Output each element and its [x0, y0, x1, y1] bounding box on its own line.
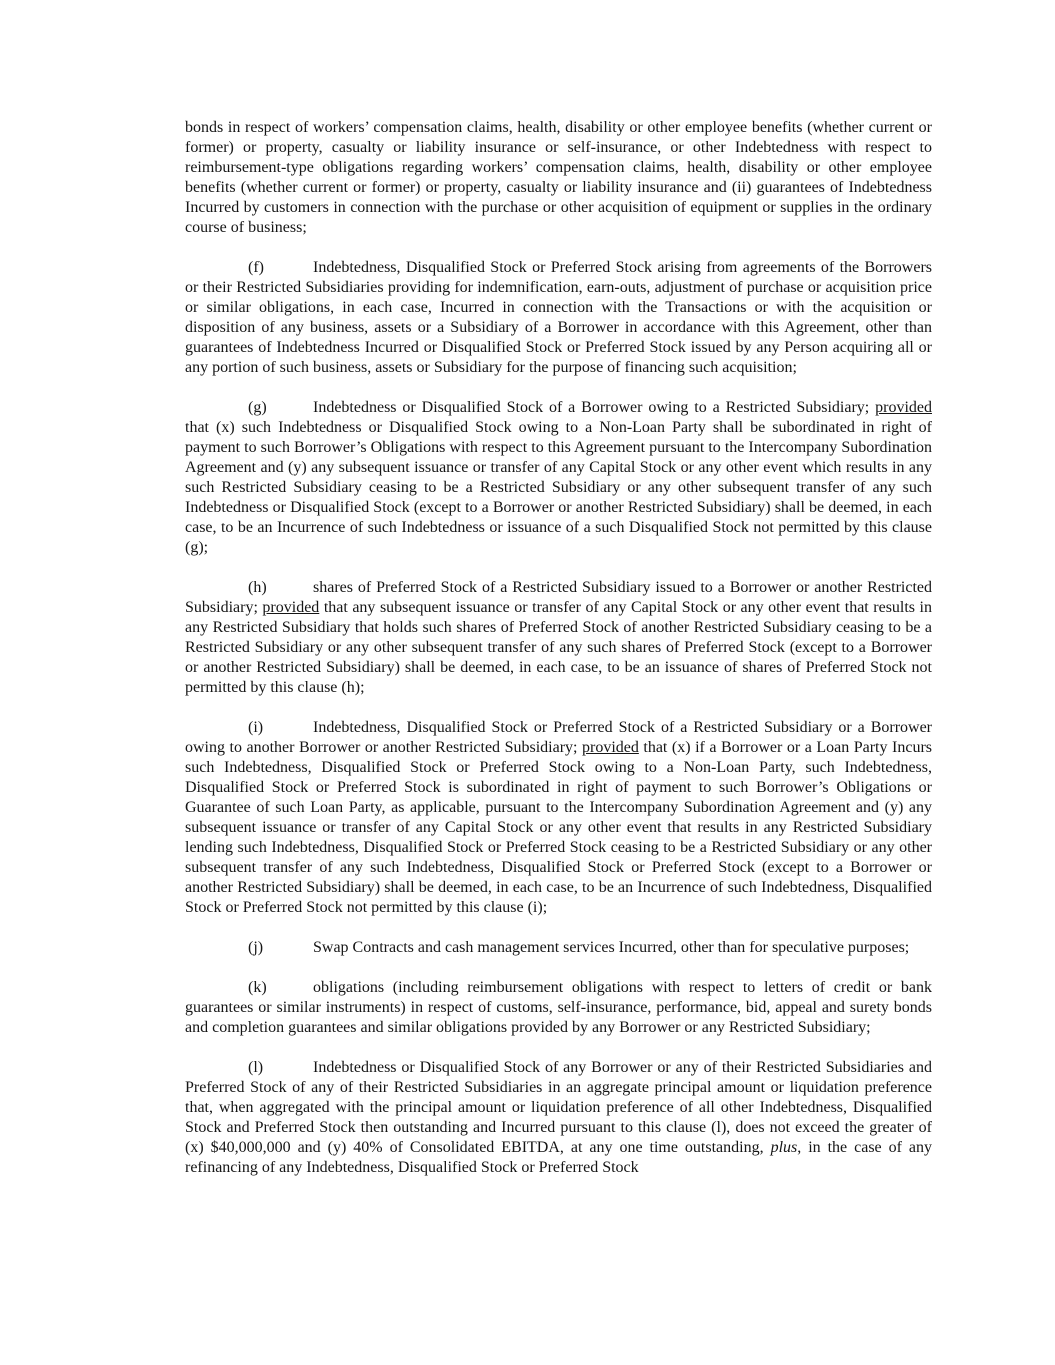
text-run: Indebtedness or Disqualified Stock of a Borrower owing to a Restricted Subsidiary;: [313, 399, 876, 416]
clause-g: [185, 398, 932, 558]
clause-label: (i): [248, 719, 264, 736]
text-run: Indebtedness, Disqualified Stock or Preferred Stock arising from agreements of the Borrowers or their Restricted Subsidiaries providing for indemnification, earn-outs, adjustment of purchase or acquisition price or similar obligations, in each case, Incurred in connection with the Transactions or with the acquisition or disposition of any business, assets or a Subsidiary of a Borrower in accordance with this Agreement, other than guarantees of Indebtedness Incurred or Disqualified Stock or Preferred Stock issued by any Person acquiring all or any portion of such business, assets or Subsidiary for the purpose of financing such acquisition;: [185, 259, 932, 376]
clause-k: [185, 978, 932, 1038]
clause-j: [185, 938, 932, 958]
text-run: provided: [875, 399, 932, 416]
text-run: obligations (including reimbursement obligations with respect to letters of credit or bank guarantees or similar instruments) in respect of customs, self-insurance, performance, bid, appeal and surety bonds and completion guarantees and similar obligations provided by any Borrower or any Restricted Subsidiary;: [185, 979, 932, 1036]
text-run: that (x) such Indebtedness or Disqualified Stock owing to a Non-Loan Party shall be subordinated in right of payment to such Borrower’s Obligations with respect to this Agreement pursuant to the Intercompany Subordination Agreement and (y) any subsequent issuance or transfer of any Capital Stock or any other event which results in any such Restricted Subsidiary ceasing to be a Restricted Subsidiary or any other subsequent transfer of any such Indebtedness or Disqualified Stock (except to a Borrower or another Restricted Subsidiary) shall be deemed, in each case, to be an Incurrence of such Indebtedness or issuance of a such Disqualified Stock not permitted by this clause (g);: [185, 419, 932, 556]
text-run: Indebtedness or Disqualified Stock of any Borrower or any of their Restricted Subsidiaries and Preferred Stock of any of their Restricted Subsidiaries in an aggregate principal amount or liquidation preference that, when aggregated with the principal amount or liquidation preference of all other Indebtedness, Disqualified Stock and Preferred Stock then outstanding and Incurred pursuant to this clause (l), does not exceed the greater of (x) $40,000,000 and (y) 40% of Consolidated EBITDA, at any one time outstanding,: [185, 1059, 932, 1156]
text-run: that (x) if a Borrower or a Loan Party Incurs such Indebtedness, Disqualified Stock or Preferred Stock owing to a Non-Loan Party, such Indebtedness, Disqualified Stock or Preferred Stock is subordinated in right of payment to such Borrower’s Obligations or Guarantee of such Loan Party, as applicable, pursuant to the Intercompany Subordination Agreement and (y) any subsequent issuance or transfer of any Capital Stock or any other event that results in any Restricted Subsidiary lending such Indebtedness, Disqualified Stock or Preferred Stock ceasing to be a Restricted Subsidiary or any other subsequent transfer of any such Indebtedness, Disqualified Stock or Preferred Stock (except to a Borrower or another Restricted Subsidiary) shall be deemed, in each case, to be an Incurrence of such Indebtedness, Disqualified Stock or Preferred Stock not permitted by this clause (i);: [185, 739, 932, 916]
paragraph-continuation: [185, 118, 932, 238]
clause-f: [185, 258, 932, 378]
text-run: that any subsequent issuance or transfer of any Capital Stock or any other event that results in any Restricted Subsidiary that holds such shares of Preferred Stock of another Restricted Subsidiary ceasing to be a Restricted Subsidiary or any other subsequent transfer of any such shares of Preferred Stock (except to a Borrower or another Restricted Subsidiary) shall be deemed, in each case, to be an issuance of shares of Preferred Stock not permitted by this clause (h);: [185, 599, 933, 696]
document-body: [185, 118, 932, 1178]
text-run: , in the case of any refinancing of any Indebtedness, Disqualified Stock or Preferred Stock: [185, 1139, 933, 1176]
text-run: plus: [770, 1139, 798, 1156]
text-run: bonds in respect of workers’ compensation claims, health, disability or other employee benefits (whether current or former) or property, casualty or liability insurance or self-insurance, or other Indebtedness with respect to reimbursement-type obligations regarding workers’ compensation claims, health, disability or other employee benefits (whether current or former) or property, casualty or liability insurance and (ii) guarantees of Indebtedness Incurred by customers in connection with the purchase or other acquisition of equipment or supplies in the ordinary course of business;: [185, 119, 932, 236]
text-run: Swap Contracts and cash management services Incurred, other than for speculative purposes;: [313, 939, 910, 956]
text-run: provided: [262, 599, 320, 616]
clause-l: [185, 1058, 932, 1178]
clause-label: (k): [248, 979, 267, 996]
clause-label: (l): [248, 1059, 264, 1076]
text-run: provided: [581, 739, 639, 756]
text-run: Indebtedness, Disqualified Stock or Preferred Stock of a Restricted Subsidiary or a Borrower owing to another Borrower or another Restricted Subsidiary;: [185, 719, 932, 756]
clause-h: [185, 578, 932, 698]
text-run: shares of Preferred Stock of a Restricted Subsidiary issued to a Borrower or another Restricted Subsidiary;: [185, 579, 932, 616]
clause-label: (h): [248, 579, 267, 596]
clause-label: (j): [248, 939, 264, 956]
clause-label: (g): [248, 399, 267, 416]
clause-i: [185, 718, 932, 918]
clause-label: (f): [248, 259, 264, 276]
